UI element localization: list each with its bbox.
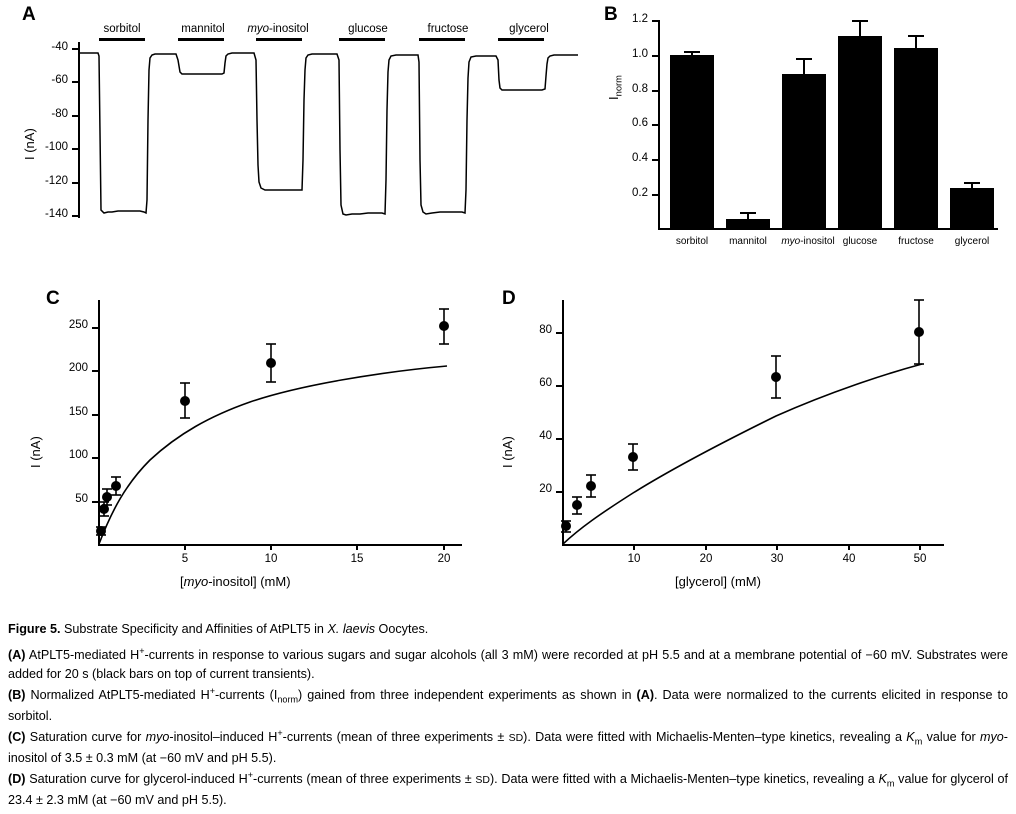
bar-label-glucose: glucose [842, 236, 878, 247]
panel-c-xtick-label: 20 [437, 553, 451, 565]
data-point [561, 521, 571, 531]
caption-title-bold: Figure 5. [8, 622, 61, 636]
data-point [586, 481, 596, 491]
panel-d-letter: D [502, 288, 516, 309]
substrate-label-mannitol: mannitol [181, 23, 225, 35]
errorcap-glycerol [964, 182, 980, 184]
caption-label-a: (A) [8, 648, 26, 663]
panel-b-ytick-label: 1.0 [632, 48, 648, 60]
panel-b-ytick [652, 90, 658, 92]
data-point [771, 372, 781, 382]
data-point [102, 492, 112, 502]
panel-d-xtick-label: 50 [913, 553, 927, 565]
panel-d-ytick-label: 40 [539, 430, 552, 442]
errorcap-myo-inositol [796, 58, 812, 60]
bar-glycerol [950, 188, 994, 228]
panel-d-xtick-label: 10 [627, 553, 641, 565]
panel-b [590, 0, 1016, 265]
substrate-label-fructose: fructose [427, 23, 469, 35]
caption-paragraph-a: (A) AtPLT5-mediated H+-currents in response to various sugars and sugar alcohols (all 3 mM) were recorded at pH 5.5 and at a membrane potential of −60 mV. Substrates were added for 20 s (black bars on top of current transients). [8, 646, 1008, 681]
panel-d [500, 278, 1016, 598]
panel-a [0, 0, 590, 265]
data-point [99, 504, 109, 514]
panel-d-ytick-label: 80 [539, 324, 552, 336]
panel-c-xtick-label: 15 [350, 553, 364, 565]
errorbar-fructose [915, 35, 917, 50]
bar-fructose [894, 48, 938, 228]
data-point [572, 500, 582, 510]
caption-title [8, 620, 1008, 638]
panel-a-ytick-label: -120 [44, 175, 68, 187]
panel-c-ylabel: I (nA) [28, 436, 43, 468]
panel-d-ytick-label: 60 [539, 377, 552, 389]
bar-sorbitol [670, 55, 714, 228]
caption-label-c: (C) [8, 730, 26, 745]
panel-d-xtick-label: 40 [842, 553, 856, 565]
caption-paragraph-b: (B) Normalized AtPLT5-mediated H+-currents $(I_{norm})$ gained from three independent experiments as shown in (A). Data were normalized to the currents elicited in response to sorbitol. [8, 685, 1008, 723]
panel-b-ytick-label: 0.6 [632, 117, 648, 129]
data-point [914, 327, 924, 337]
substrate-label-myo-inositol: myo-inositol [247, 23, 309, 35]
panel-b-ytick [652, 20, 658, 22]
data-point [628, 452, 638, 462]
panel-b-y-axis [658, 20, 660, 229]
panel-b-ylabel-main: I [606, 96, 621, 100]
panel-c-xlabel: [myo-inositol] (mM) [180, 574, 291, 589]
substrate-label-glycerol: glycerol [509, 23, 549, 35]
substrate-label-sorbitol: sorbitol [103, 23, 141, 35]
caption-label-d: (D) [8, 772, 26, 787]
panel-c-xtick-label: 5 [181, 553, 189, 565]
panel-d-ylabel: I (nA) [500, 436, 515, 468]
panel-d-xlabel: [glycerol] (mM) [675, 574, 761, 589]
panel-c-fit-curve [0, 278, 500, 598]
data-point [266, 358, 276, 368]
panel-b-ytick [652, 55, 658, 57]
panel-b-letter: B [604, 4, 618, 25]
panel-c-ytick-label: 200 [68, 362, 88, 374]
panel-b-x-axis [658, 228, 998, 230]
errorcap-mannitol [740, 212, 756, 214]
panel-b-ytick [652, 124, 658, 126]
panel-a-ytick-label: -140 [44, 208, 68, 220]
panel-c-ytick-label: 50 [75, 493, 88, 505]
errorcap-sorbitol [684, 51, 700, 53]
bar-label-glycerol: glycerol [954, 236, 990, 247]
panel-b-ytick-label: 0.8 [632, 83, 648, 95]
bar-glucose [838, 36, 882, 228]
bar-label-mannitol: mannitol [729, 236, 767, 247]
bar-myo-inositol [782, 74, 826, 228]
data-point [439, 321, 449, 331]
bar-label-sorbitol: sorbitol [675, 236, 709, 247]
caption-paragraph-d: (D) Saturation curve for glycerol-induced H+-currents (mean of three experiments ± SD). Data were fitted with a Michaelis-Menten–type kinetics, revealing a $K_m$ value for glycerol of 23.4 ± 2.3 mM (at −60 mV and pH 5.5). [8, 770, 1008, 808]
panel-d-xtick-label: 20 [699, 553, 713, 565]
errorbar-glycerol [971, 182, 973, 193]
panel-d-ytick-label: 20 [539, 483, 552, 495]
panel-d-fit-curve [500, 278, 1016, 598]
errorbar-myo-inositol [803, 58, 805, 76]
panel-b-ytick [652, 194, 658, 196]
panel-a-ytick-label: -60 [51, 74, 68, 86]
panel-c-letter: C [46, 288, 60, 309]
panel-c [0, 278, 500, 598]
panel-a-letter: A [22, 4, 36, 25]
panel-c-ytick-label: 150 [68, 406, 88, 418]
panel-a-ylabel: I (nA) [22, 128, 37, 160]
panel-a-ytick-label: -40 [51, 41, 68, 53]
figure-caption [8, 620, 1008, 811]
panel-c-ytick-label: 100 [68, 449, 88, 461]
panel-a-current-trace [0, 0, 590, 265]
bar-label-myo-inositol: myo-inositol [781, 236, 835, 247]
caption-paragraph-c: (C) Saturation curve for myo-inositol–induced H+-currents (mean of three experiments ± SD). Data were fitted with Michaelis-Menten–type kinetics, revealing a $K_m$ value for myo-inositol of 3.5 ± 0.3 mM (at −60 mV and pH 5.5). [8, 728, 1008, 765]
errorcap-glucose [852, 20, 868, 22]
data-point [96, 526, 106, 536]
bar-label-fructose: fructose [898, 236, 934, 247]
data-point [180, 396, 190, 406]
panel-d-xtick-label: 30 [770, 553, 784, 565]
substrate-label-glucose: glucose [348, 23, 388, 35]
panel-b-ytick-label: 1.2 [632, 13, 648, 25]
data-point [111, 481, 121, 491]
panel-a-ytick-label: -100 [44, 141, 68, 153]
caption-label-b: (B) [8, 688, 26, 703]
panel-b-ytick-label: 0.2 [632, 187, 648, 199]
errorbar-glucose [859, 20, 861, 38]
panel-b-ytick [652, 159, 658, 161]
panel-c-xtick-label: 10 [264, 553, 278, 565]
panel-c-ytick-label: 250 [68, 319, 88, 331]
panel-a-ytick-label: -80 [51, 108, 68, 120]
caption-title-rest: Substrate Specificity and Affinities of AtPLT5 in X. laevis Oocytes. [63, 622, 429, 636]
panel-b-ytick-label: 0.4 [632, 152, 648, 164]
errorcap-fructose [908, 35, 924, 37]
panel-b-ylabel-sub: norm [613, 75, 624, 97]
